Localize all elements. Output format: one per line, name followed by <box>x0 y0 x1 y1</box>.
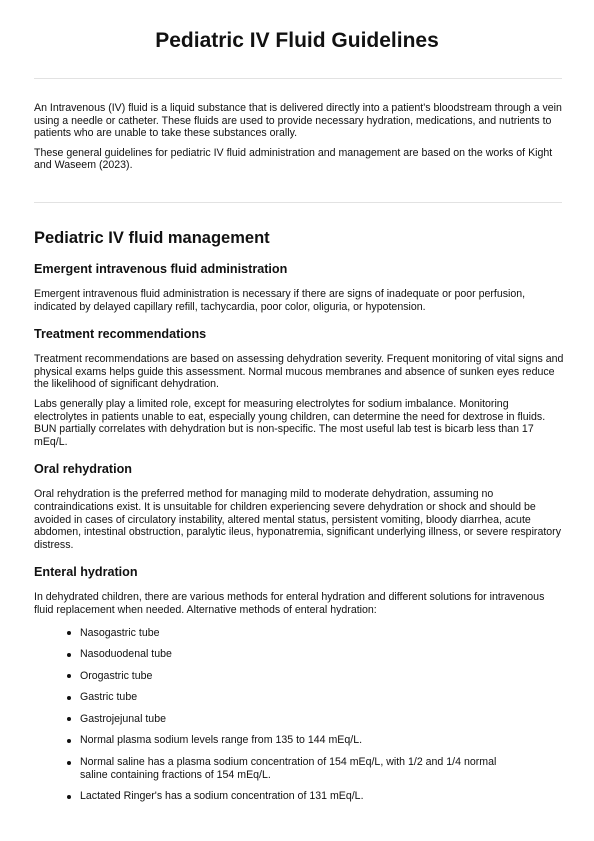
list-item-text: Nasogastric tube <box>80 626 160 639</box>
list-item-text: Normal saline has a plasma sodium concentration of 154 mEq/L, with 1/2 and 1/4 normal saline containing fractions of 154 mEq/L. <box>80 756 497 781</box>
heading-emergent: Emergent intravenous fluid administration <box>34 262 288 276</box>
list-item-text: Gastrojejunal tube <box>80 712 166 725</box>
bullet-icon <box>67 631 71 635</box>
bullet-icon <box>67 653 71 657</box>
bullet-icon <box>67 795 71 799</box>
bullet-icon <box>67 739 71 743</box>
oral-paragraph: Oral rehydration is the preferred method for managing mild to moderate dehydration, assuming no contraindications exist. It is unsuitable for children experiencing severe dehydration or shock and should be avoided in cases of circulatory instability, altered mental status, persistent vomiting, bloody diarrhea, acute abdomen, intestinal obstruction, paralytic ileus, hyponatremia, significant underlying illness, or severe respiratory distress. <box>34 488 562 551</box>
bullet-icon <box>67 674 71 678</box>
intro-section <box>34 102 562 179</box>
divider-top <box>34 78 562 79</box>
heading-oral: Oral rehydration <box>34 462 132 477</box>
bullet-icon <box>67 761 71 765</box>
enteral-list <box>34 627 564 803</box>
list-item <box>80 670 564 683</box>
intro-paragraph-1: An Intravenous (IV) fluid is a liquid substance that is delivered directly into a patient's bloodstream through a vein using a needle or catheter. These fluids are used to provide necessary hydration, medications, and nutrients to patients who are unable to take these substances orally. <box>34 102 562 140</box>
treatment-paragraph-2: Labs generally play a limited role, except for measuring electrolytes for sodium imbalance. Monitoring electrolytes in patients unable to eat, especially young children, can determine the need for dextrose in fluids. BUN partially correlates with dehydration but is non-specific. The most useful lab test is bicarb less than 17 mEq/L. <box>34 397 546 448</box>
list-item-text: Gastric tube <box>80 691 138 704</box>
heading-enteral: Enteral hydration <box>34 565 138 580</box>
emergent-paragraph: Emergent intravenous fluid administration is necessary if there are signs of inadequate or poor perfusion, indicated by delayed capillary refill, tachycardia, poor color, oliguria, or hypotension. <box>34 288 526 313</box>
list-item <box>80 627 564 640</box>
bullet-icon <box>67 696 71 700</box>
page-title: Pediatric IV Fluid Guidelines <box>155 29 439 52</box>
list-item <box>80 691 564 704</box>
list-item-text: Normal plasma sodium levels range from 135 to 144 mEq/L. <box>80 734 363 747</box>
list-item <box>80 756 564 781</box>
list-item <box>80 734 564 747</box>
main-content <box>34 228 564 803</box>
section-title: Pediatric IV fluid management <box>34 229 270 247</box>
list-item-text: Nasoduodenal tube <box>80 648 172 661</box>
enteral-paragraph: In dehydrated children, there are various methods for enteral hydration and different solutions for intravenous fluid replacement when needed. Alternative methods of enteral hydration: <box>34 591 545 616</box>
bullet-icon <box>67 717 71 721</box>
list-item-text: Orogastric tube <box>80 669 153 682</box>
list-item <box>80 790 564 803</box>
treatment-paragraph-1: Treatment recommendations are based on assessing dehydration severity. Frequent monitoring of vital signs and physical exams helps guide this assessment. Normal mucous membranes and absence of sunken eyes reduce the likelihood of significant dehydration. <box>34 353 564 391</box>
divider-middle <box>34 202 562 203</box>
intro-paragraph-2: These general guidelines for pediatric IV fluid administration and management are based on the works of Kight and Waseem (2023). <box>34 146 553 172</box>
list-item-text: Lactated Ringer's has a sodium concentration of 131 mEq/L. <box>80 790 364 803</box>
list-item <box>80 648 564 661</box>
heading-treatment: Treatment recommendations <box>34 327 207 342</box>
list-item <box>80 713 564 726</box>
